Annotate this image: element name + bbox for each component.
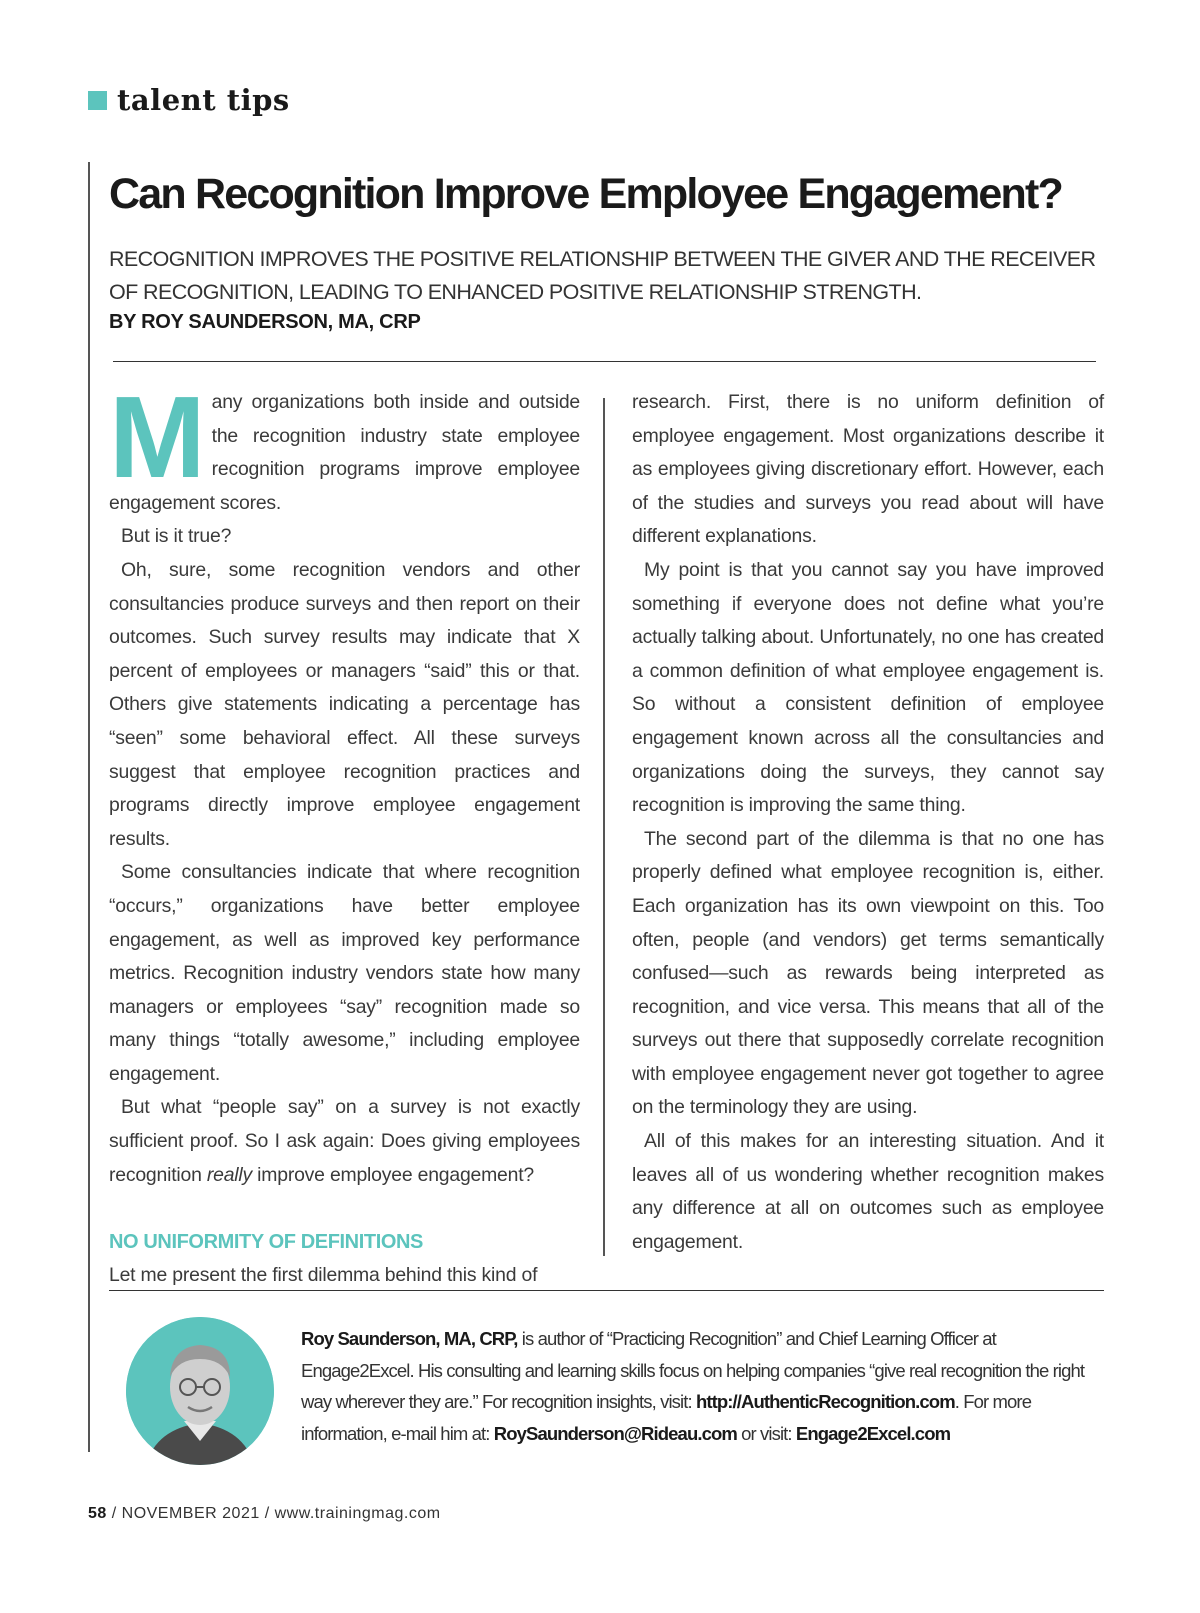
bio-divider xyxy=(109,1290,1104,1291)
article-title: Can Recognition Improve Employee Engagement? xyxy=(109,170,1062,218)
paragraph-6-start: Let me present the first dilemma behind this kind of xyxy=(109,1264,538,1287)
left-vertical-rule xyxy=(88,162,90,1452)
author-email-link[interactable]: RoySaunderson@Rideau.com xyxy=(493,1422,737,1444)
footer-issue-info: / NOVEMBER 2021 / www.trainingmag.com xyxy=(106,1505,441,1522)
author-bio: Roy Saunderson, MA, CRP, is author of “Practicing Recognition” and Chief Learning Officer at Engage2Excel. His consulting and learning skills focus on helping companies “give real recognition the right way wherever they are.” For recognition insights, visit: http://AuthenticRecognition.com. For more information, e-mail him at: RoySaunderson@Rideau.com or visit: Engage2Excel.com xyxy=(301,1328,1085,1444)
page-number: 58 xyxy=(88,1505,107,1522)
paragraph-7: My point is that you cannot say you have improved something if everyone does not define what you’re actually talking about. Unfortunately, no one has created a common definition of what employee engagement is. So without a consistent definition of employee engagement known across all the consultancies and organizations doing the surveys, they cannot say recognition is improving the same thing. xyxy=(632,558,1104,817)
paragraph-6-continued: research. First, there is no uniform definition of employee engagement. Most organizations describe it as employees giving discretionary effort. However, each of the studies and surveys you read about will have different explanations. xyxy=(632,391,1104,548)
column-left xyxy=(109,372,580,1293)
company-site-link[interactable]: Engage2Excel.com xyxy=(795,1422,951,1444)
section-tag xyxy=(88,80,290,120)
paragraph-5: But what “people say” on a survey is not exactly sufficient proof. So I ask again: Does giving employees recognition really improve employee engagement? xyxy=(109,1096,580,1186)
section-label: talent tips xyxy=(117,83,290,117)
column-divider xyxy=(603,398,605,1256)
drop-cap: M xyxy=(109,372,202,502)
subhead: NO UNIFORMITY OF DEFINITIONS xyxy=(109,1230,423,1253)
author-name: Roy Saunderson, MA, CRP, xyxy=(301,1328,518,1349)
column-right xyxy=(632,386,1104,1259)
paragraph-3: Oh, sure, some recognition vendors and other consultancies produce surveys and then report on their outcomes. Such survey results may indicate that X percent of employees or managers “said” this or that. Others give statements indicating a percentage has “seen” some behavioral effect. All these surveys suggest that employee recognition practices and programs directly improve employee engagement results. xyxy=(109,558,580,850)
section-square-icon xyxy=(88,91,107,110)
paragraph-8: The second part of the dilemma is that no one has properly defined what employee recognition is, either. Each organization has its own viewpoint on this. Too often, people (and vendors) get terms semantically confused—such as rewards being interpreted as recognition, and vice versa. This means that all of the surveys out there that supposedly correlate recognition with employee engagement never got together to agree on the terminology they are using. xyxy=(632,827,1104,1119)
article-deck: RECOGNITION IMPROVES THE POSITIVE RELATIONSHIP BETWEEN THE GIVER AND THE RECEIVER OF RECOGNITION, LEADING TO ENHANCED POSITIVE RELATIONSHIP STRENGTH. xyxy=(109,247,1096,304)
paragraph-9: All of this makes for an interesting situation. And it leaves all of us wondering whether recognition makes any difference at all on outcomes such as employee engagement. xyxy=(632,1130,1104,1253)
paragraph-4: Some consultancies indicate that where recognition “occurs,” organizations have better employee engagement, as well as improved key performance metrics. Recognition industry vendors state how many managers or employees “say” recognition made so many things “totally awesome,” including employee engagement. xyxy=(109,861,580,1085)
author-url-link[interactable]: http://AuthenticRecognition.com xyxy=(695,1391,955,1412)
paragraph-2: But is it true? xyxy=(121,525,232,548)
author-photo xyxy=(126,1317,274,1465)
article-byline: BY ROY SAUNDERSON, MA, CRP xyxy=(109,311,421,333)
header-divider xyxy=(113,361,1096,362)
paragraph-1: Many organizations both inside and outside the recognition industry state employee recognition programs improve employee engagement scores. xyxy=(109,372,580,514)
page-footer xyxy=(88,1505,441,1523)
